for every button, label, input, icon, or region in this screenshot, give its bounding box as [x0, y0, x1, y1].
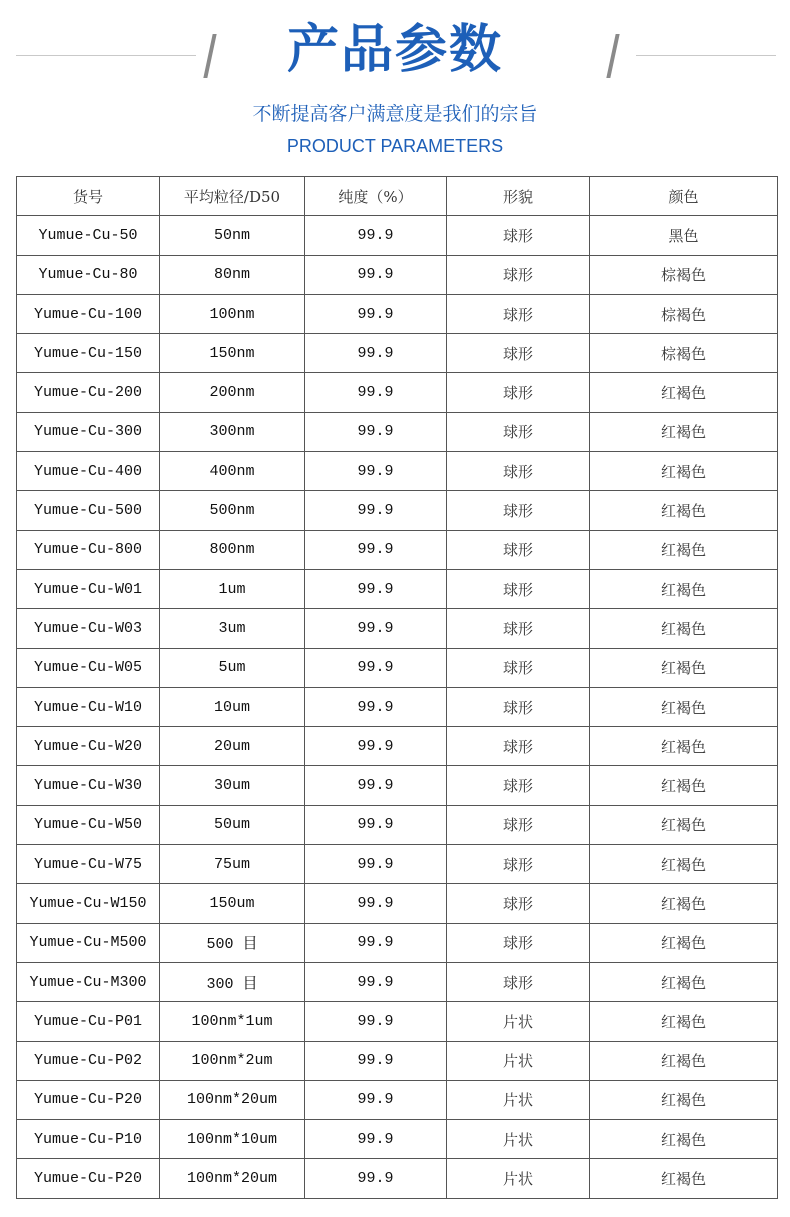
table-row — [17, 845, 778, 884]
cell-purity: 99.9 — [305, 255, 447, 294]
table-row — [17, 648, 778, 687]
cell-particle-size: 150um — [160, 884, 305, 923]
table-header-row — [17, 177, 778, 216]
table-row — [17, 255, 778, 294]
cell-color: 红褐色 — [590, 648, 778, 687]
cell-color: 红褐色 — [590, 845, 778, 884]
cell-particle-size: 300nm — [160, 412, 305, 451]
cell-particle-size: 150nm — [160, 334, 305, 373]
cell-morphology: 球形 — [447, 805, 590, 844]
cell-model: Yumue-Cu-300 — [17, 412, 160, 451]
cell-morphology: 球形 — [447, 845, 590, 884]
cell-morphology: 片状 — [447, 1159, 590, 1198]
cell-model: Yumue-Cu-W10 — [17, 687, 160, 726]
table-row — [17, 491, 778, 530]
column-header-particle-size: 平均粒径/D50 — [160, 177, 305, 216]
cell-particle-size: 1um — [160, 569, 305, 608]
cell-color: 红褐色 — [590, 1159, 778, 1198]
cell-model: Yumue-Cu-P02 — [17, 1041, 160, 1080]
cell-color: 红褐色 — [590, 452, 778, 491]
cell-color: 红褐色 — [590, 962, 778, 1001]
cell-morphology: 球形 — [447, 766, 590, 805]
cell-color: 黑色 — [590, 216, 778, 255]
cell-particle-size: 5um — [160, 648, 305, 687]
page-title: 产品参数 — [286, 20, 503, 80]
cell-color: 红褐色 — [590, 1080, 778, 1119]
cell-morphology: 片状 — [447, 1041, 590, 1080]
cell-purity: 99.9 — [305, 648, 447, 687]
cell-morphology: 片状 — [447, 1002, 590, 1041]
cell-model: Yumue-Cu-W50 — [17, 805, 160, 844]
cell-color: 棕褐色 — [590, 294, 778, 333]
cell-color: 红褐色 — [590, 805, 778, 844]
cell-morphology: 球形 — [447, 452, 590, 491]
column-header-purity: 纯度（%） — [305, 177, 447, 216]
cell-color: 红褐色 — [590, 609, 778, 648]
cell-morphology: 球形 — [447, 491, 590, 530]
subtitle-chinese: 不断提高客户满意度是我们的宗旨 — [252, 103, 538, 125]
cell-particle-size: 500nm — [160, 491, 305, 530]
cell-morphology: 球形 — [447, 962, 590, 1001]
cell-color: 红褐色 — [590, 373, 778, 412]
cell-model: Yumue-Cu-800 — [17, 530, 160, 569]
cell-morphology: 球形 — [447, 530, 590, 569]
cell-morphology: 球形 — [447, 884, 590, 923]
cell-purity: 99.9 — [305, 373, 447, 412]
cell-purity: 99.9 — [305, 884, 447, 923]
cell-particle-size: 80nm — [160, 255, 305, 294]
cell-color: 棕褐色 — [590, 255, 778, 294]
cell-morphology: 球形 — [447, 294, 590, 333]
table-body — [17, 216, 778, 1198]
cell-morphology: 球形 — [447, 648, 590, 687]
table-row — [17, 727, 778, 766]
cell-model: Yumue-Cu-80 — [17, 255, 160, 294]
cell-purity: 99.9 — [305, 766, 447, 805]
cell-particle-size: 50nm — [160, 216, 305, 255]
cell-morphology: 球形 — [447, 216, 590, 255]
cell-color: 红褐色 — [590, 491, 778, 530]
cell-model: Yumue-Cu-W05 — [17, 648, 160, 687]
cell-morphology: 球形 — [447, 412, 590, 451]
table-row — [17, 1080, 778, 1119]
table-row — [17, 1159, 778, 1198]
table-row — [17, 766, 778, 805]
cell-model: Yumue-Cu-W03 — [17, 609, 160, 648]
table-row — [17, 216, 778, 255]
cell-morphology: 球形 — [447, 923, 590, 962]
cell-purity: 99.9 — [305, 569, 447, 608]
cell-purity: 99.9 — [305, 1002, 447, 1041]
table-row — [17, 452, 778, 491]
cell-particle-size: 20um — [160, 727, 305, 766]
cell-particle-size: 100nm*20um — [160, 1080, 305, 1119]
table-row — [17, 609, 778, 648]
cell-morphology: 片状 — [447, 1080, 590, 1119]
column-header-model: 货号 — [17, 177, 160, 216]
cell-model: Yumue-Cu-400 — [17, 452, 160, 491]
cell-color: 红褐色 — [590, 884, 778, 923]
table-row — [17, 687, 778, 726]
table-row — [17, 1002, 778, 1041]
cell-morphology: 球形 — [447, 687, 590, 726]
table-row — [17, 962, 778, 1001]
cell-purity: 99.9 — [305, 216, 447, 255]
cell-color: 棕褐色 — [590, 334, 778, 373]
cell-purity: 99.9 — [305, 923, 447, 962]
cell-particle-size: 50um — [160, 805, 305, 844]
cell-model: Yumue-Cu-W01 — [17, 569, 160, 608]
cell-purity: 99.9 — [305, 491, 447, 530]
cell-particle-size: 100nm*10um — [160, 1120, 305, 1159]
page-header — [0, 0, 790, 175]
cell-color: 红褐色 — [590, 412, 778, 451]
cell-color: 红褐色 — [590, 530, 778, 569]
column-header-morphology: 形貌 — [447, 177, 590, 216]
cell-model: Yumue-Cu-150 — [17, 334, 160, 373]
subtitle-english: PRODUCT PARAMETERS — [286, 136, 504, 156]
cell-purity: 99.9 — [305, 294, 447, 333]
table-row — [17, 334, 778, 373]
cell-particle-size: 100nm*2um — [160, 1041, 305, 1080]
cell-model: Yumue-Cu-W150 — [17, 884, 160, 923]
cell-particle-size: 10um — [160, 687, 305, 726]
cell-purity: 99.9 — [305, 530, 447, 569]
cell-model: Yumue-Cu-M300 — [17, 962, 160, 1001]
cell-morphology: 球形 — [447, 373, 590, 412]
cell-model: Yumue-Cu-W30 — [17, 766, 160, 805]
cell-purity: 99.9 — [305, 334, 447, 373]
cell-purity: 99.9 — [305, 452, 447, 491]
cell-model: Yumue-Cu-W20 — [17, 727, 160, 766]
cell-color: 红褐色 — [590, 923, 778, 962]
table-row — [17, 923, 778, 962]
cell-particle-size: 800nm — [160, 530, 305, 569]
table-row — [17, 1041, 778, 1080]
cell-color: 红褐色 — [590, 1002, 778, 1041]
cell-model: Yumue-Cu-100 — [17, 294, 160, 333]
cell-morphology: 球形 — [447, 569, 590, 608]
table-row — [17, 530, 778, 569]
cell-purity: 99.9 — [305, 1080, 447, 1119]
cell-purity: 99.9 — [305, 609, 447, 648]
cell-particle-size: 400nm — [160, 452, 305, 491]
cell-particle-size: 30um — [160, 766, 305, 805]
product-parameters-table — [16, 176, 778, 1199]
cell-purity: 99.9 — [305, 412, 447, 451]
cell-particle-size: 300 目 — [160, 962, 305, 1001]
cell-morphology: 球形 — [447, 609, 590, 648]
cell-model: Yumue-Cu-200 — [17, 373, 160, 412]
column-header-color: 颜色 — [590, 177, 778, 216]
cell-model: Yumue-Cu-W75 — [17, 845, 160, 884]
decorative-line-right — [636, 55, 776, 56]
cell-morphology: 片状 — [447, 1120, 590, 1159]
table-row — [17, 884, 778, 923]
table-row — [17, 569, 778, 608]
cell-purity: 99.9 — [305, 727, 447, 766]
table-row — [17, 412, 778, 451]
cell-purity: 99.9 — [305, 1041, 447, 1080]
cell-purity: 99.9 — [305, 845, 447, 884]
cell-color: 红褐色 — [590, 1041, 778, 1080]
cell-model: Yumue-Cu-500 — [17, 491, 160, 530]
cell-color: 红褐色 — [590, 766, 778, 805]
cell-particle-size: 500 目 — [160, 923, 305, 962]
cell-color: 红褐色 — [590, 687, 778, 726]
cell-model: Yumue-Cu-P01 — [17, 1002, 160, 1041]
cell-particle-size: 100nm — [160, 294, 305, 333]
cell-model: Yumue-Cu-M500 — [17, 923, 160, 962]
cell-model: Yumue-Cu-50 — [17, 216, 160, 255]
table-row — [17, 373, 778, 412]
cell-morphology: 球形 — [447, 334, 590, 373]
cell-purity: 99.9 — [305, 805, 447, 844]
cell-model: Yumue-Cu-P10 — [17, 1120, 160, 1159]
cell-purity: 99.9 — [305, 962, 447, 1001]
cell-particle-size: 75um — [160, 845, 305, 884]
cell-particle-size: 100nm*1um — [160, 1002, 305, 1041]
cell-particle-size: 3um — [160, 609, 305, 648]
table-row — [17, 805, 778, 844]
table-row — [17, 1120, 778, 1159]
table-row — [17, 294, 778, 333]
cell-model: Yumue-Cu-P20 — [17, 1080, 160, 1119]
cell-purity: 99.9 — [305, 687, 447, 726]
cell-model: Yumue-Cu-P20 — [17, 1159, 160, 1198]
cell-color: 红褐色 — [590, 727, 778, 766]
cell-purity: 99.9 — [305, 1120, 447, 1159]
cell-morphology: 球形 — [447, 727, 590, 766]
cell-particle-size: 100nm*20um — [160, 1159, 305, 1198]
cell-color: 红褐色 — [590, 1120, 778, 1159]
cell-morphology: 球形 — [447, 255, 590, 294]
cell-color: 红褐色 — [590, 569, 778, 608]
cell-particle-size: 200nm — [160, 373, 305, 412]
cell-purity: 99.9 — [305, 1159, 447, 1198]
